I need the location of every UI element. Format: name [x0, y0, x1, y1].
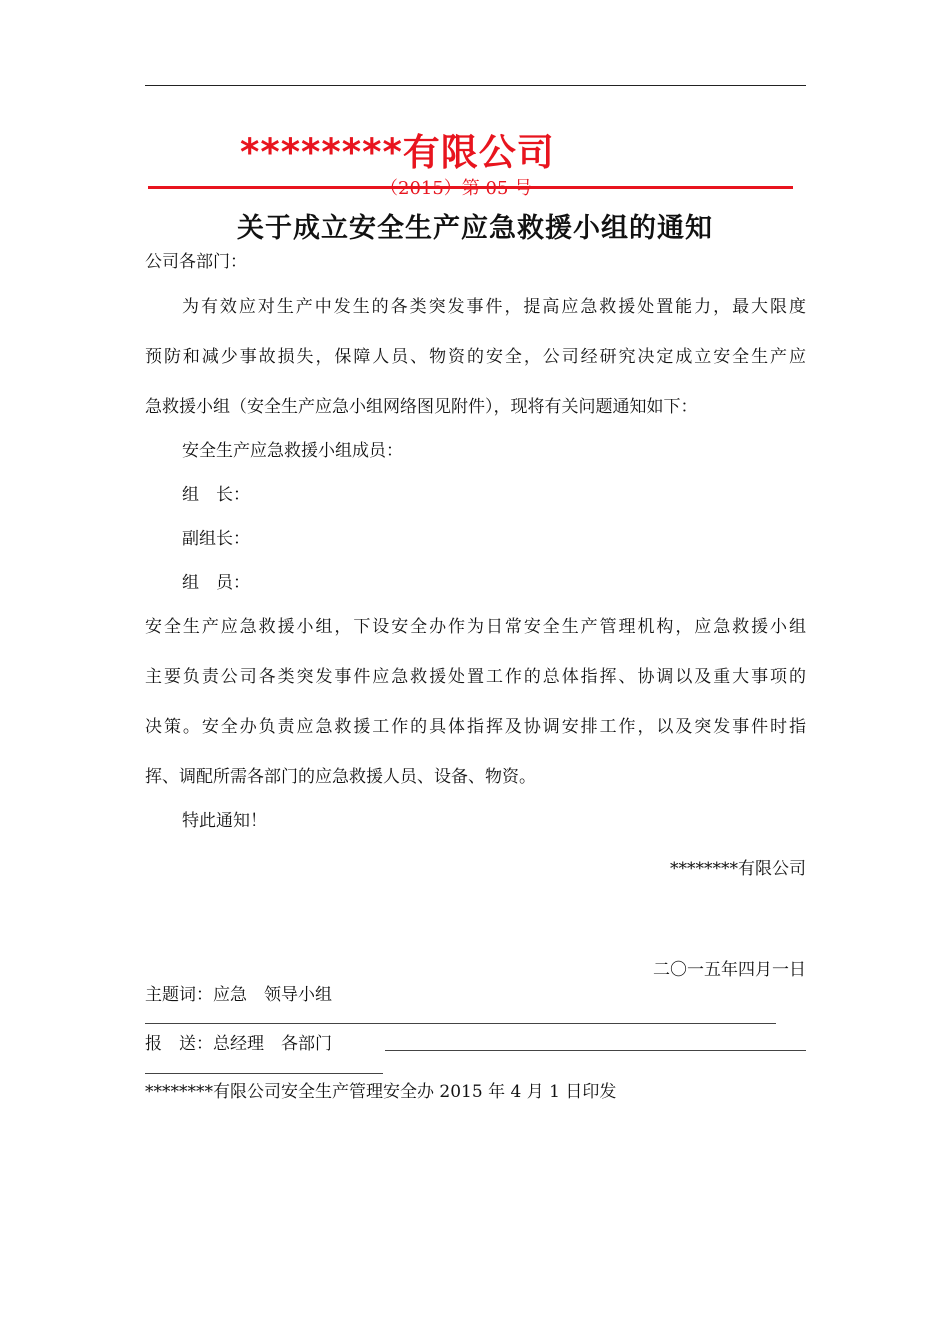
document-title: 关于成立安全生产应急救援小组的通知	[237, 213, 713, 244]
salutation: 公司各部门：	[145, 252, 247, 272]
members-heading: 安全生产应急救援小组成员：	[182, 441, 403, 461]
top-rule	[145, 85, 806, 86]
member-label: 组 员：	[182, 573, 250, 593]
intro-line-2: 预防和减少事故损失，保障人员、物资的安全，公司经研究决定成立安全生产应	[145, 347, 806, 367]
duties-line-4: 挥、调配所需各部门的应急救援人员、设备、物资。	[145, 767, 536, 787]
footer-rule-2	[385, 1050, 806, 1051]
deputy-leader-label: 副组长：	[182, 529, 250, 549]
footer-rule-1	[145, 1023, 776, 1024]
duties-line-1: 安全生产应急救援小组，下设安全办作为日常安全生产管理机构，应急救援小组	[145, 617, 806, 637]
signature: ********有限公司	[670, 859, 806, 879]
report-to: 报 送：总经理 各部门	[145, 1034, 332, 1054]
intro-line-3: 急救援小组（安全生产应急小组网络图见附件），现将有关问题通知如下：	[145, 397, 698, 417]
company-header: ********有限公司	[240, 131, 555, 174]
keywords: 主题词：应急 领导小组	[145, 985, 332, 1005]
duties-line-2: 主要负责公司各类突发事件应急救援处置工作的总体指挥、协调以及重大事项的	[145, 667, 806, 687]
issue-date: 二〇一五年四月一日	[653, 960, 806, 980]
leader-label: 组 长：	[182, 485, 250, 505]
issuer-line: ********有限公司安全生产管理安全办 2015 年 4 月 1 日印发	[145, 1082, 617, 1102]
footer-rule-3	[145, 1073, 383, 1074]
red-header-rule	[148, 186, 793, 189]
closing-remark: 特此通知！	[182, 811, 267, 831]
intro-line-1: 为有效应对生产中发生的各类突发事件，提高应急救援处置能力，最大限度	[182, 297, 806, 317]
duties-line-3: 决策。安全办负责应急救援工作的具体指挥及协调安排工作，以及突发事件时指	[145, 717, 806, 737]
